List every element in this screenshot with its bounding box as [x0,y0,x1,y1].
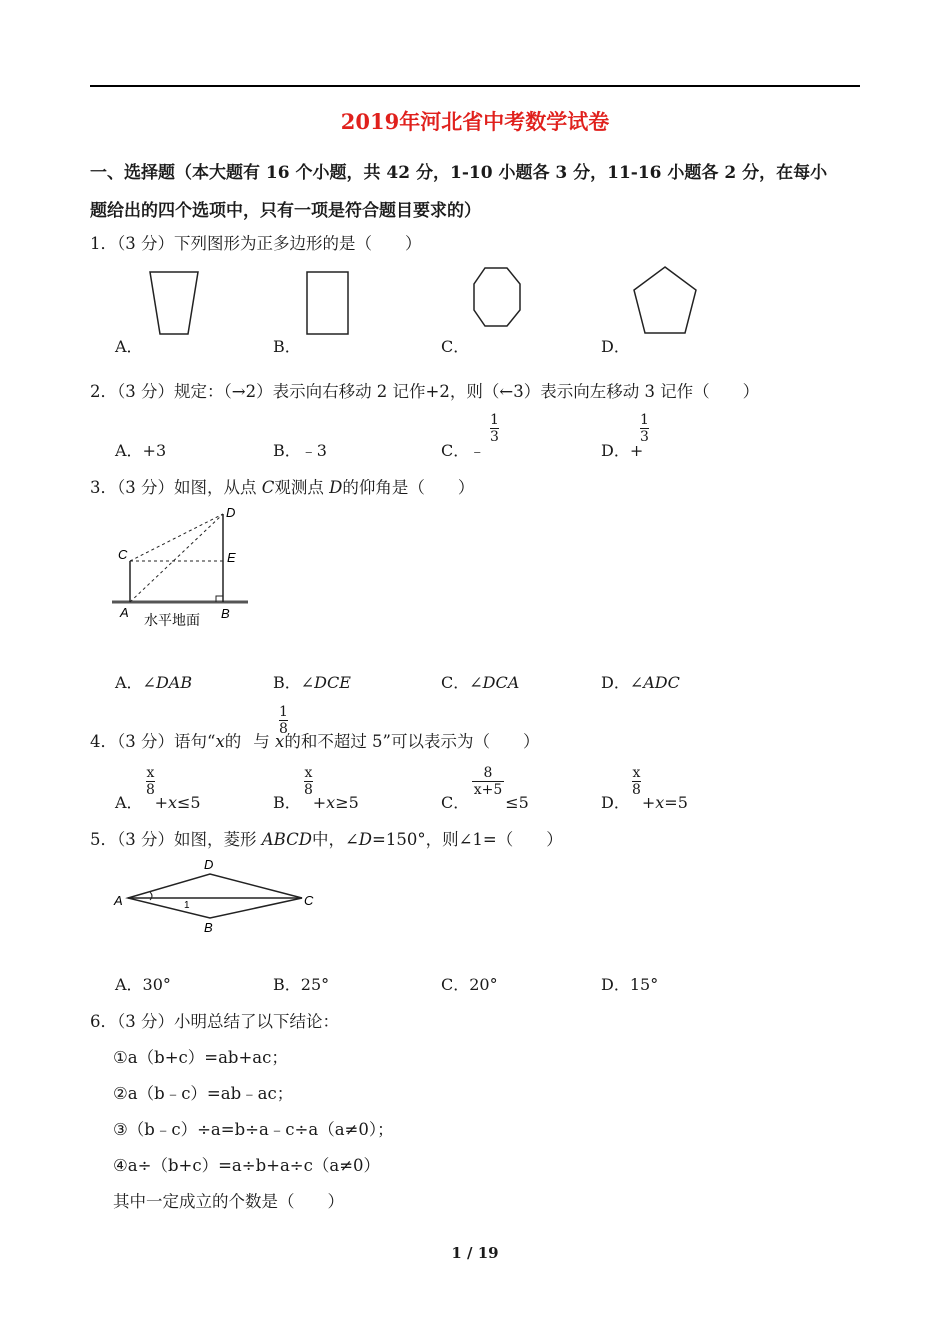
q5-stem: 5．（3 分）如图，菱形 ABCD中，∠D=150°，则∠1=（ ） [90,830,563,849]
q5-figure [108,852,328,938]
q4-option-a: A． +x≤5 [115,793,201,812]
q3-option-a: A．∠DAB [115,673,193,692]
q1-stem: 1．（3 分）下列图形为正多边形的是（ ） [90,234,422,253]
section-heading-line1: 一、选择题（本大题有 16 个小题，共 42 分，1-10 小题各 3 分，11-16 小题各 2 分，在每小 [90,163,828,183]
rectangle-shape [307,272,348,334]
q2-c-fraction: 1 3 [490,412,499,445]
q1-option-a: A． [115,337,143,356]
q2-d-fraction: 1 3 [640,412,649,445]
q4-option-b: B． +x≥5 [273,793,359,812]
label-a: A [120,605,129,620]
q5-option-a: A．30° [115,975,171,994]
label-d: D [204,857,214,872]
q2-option-c: C．﹣ [441,441,486,460]
label-d: D [226,505,236,520]
q3-stem: 3．（3 分）如图，从点 C观测点 D的仰角是（ ） [90,478,475,497]
q5-option-b: B．25° [273,975,330,994]
label-e: E [227,550,236,565]
q4-stem-fraction: 1 8 [279,704,288,737]
q2-option-a: A．+3 [115,441,167,460]
q6-stem: 6．（3 分）小明总结了以下结论： [90,1012,339,1031]
q2-option-d: D．+ [601,441,644,460]
page-title: 2019年河北省中考数学试卷 [340,109,610,134]
label-c: C [304,893,314,908]
q4-option-d: D． +x=5 [601,793,688,812]
q5-option-c: C．20° [441,975,498,994]
q4-c-fraction: 8 x+5 [473,765,503,798]
octagon-shape [474,268,520,326]
q4-option-c: C． ≤5 [441,793,529,812]
label-angle-1: 1 [184,900,190,911]
label-b: B [204,920,213,935]
section-heading-line2: 题给出的四个选项中，只有一项是符合题目要求的） [90,201,481,221]
q3-option-c: C．∠DCA [441,673,520,692]
q4-stem: 4．（3 分）语句“x的 与 x的和不超过 5”可以表示为（ ） [90,732,540,751]
pentagon-shape [634,267,696,333]
q1-figures [140,262,740,344]
page-number: 1 / 19 [451,1244,499,1262]
q6-statement-2: ②a（b﹣c）=ab﹣ac； [113,1084,294,1103]
q3-figure [108,502,258,632]
q4-a-fraction: x 8 [146,765,155,798]
q1-option-c: C． [441,337,470,356]
q2-stem: 2．（3 分）规定：（→2）表示向右移动 2 记作+2，则（←3）表示向左移动 3 记作（ ） [90,382,760,401]
rhombus-shape [128,874,302,918]
q3-option-b: B．∠DCE [273,673,351,692]
top-rule [90,85,860,87]
q1-option-d: D． [601,337,630,356]
q1-option-b: B． [273,337,301,356]
trapezoid-shape [150,272,198,334]
label-a: A [114,893,123,908]
label-b: B [221,606,230,621]
q4-d-fraction: x 8 [632,765,641,798]
q2-option-b: B．﹣3 [273,441,327,460]
q6-question: 其中一定成立的个数是（ ） [113,1192,344,1211]
q6-statement-3: ③（b﹣c）÷a=b÷a﹣c÷a（a≠0）； [113,1120,394,1139]
q4-b-fraction: x 8 [304,765,313,798]
label-c: C [118,547,128,562]
q3-option-d: D．∠ADC [601,673,680,692]
q6-statement-1: ①a（b+c）=ab+ac； [113,1048,288,1067]
label-ground: 水平地面 [144,612,200,628]
q5-option-d: D．15° [601,975,659,994]
q6-statement-4: ④a÷（b+c）=a÷b+a÷c（a≠0） [113,1156,381,1175]
